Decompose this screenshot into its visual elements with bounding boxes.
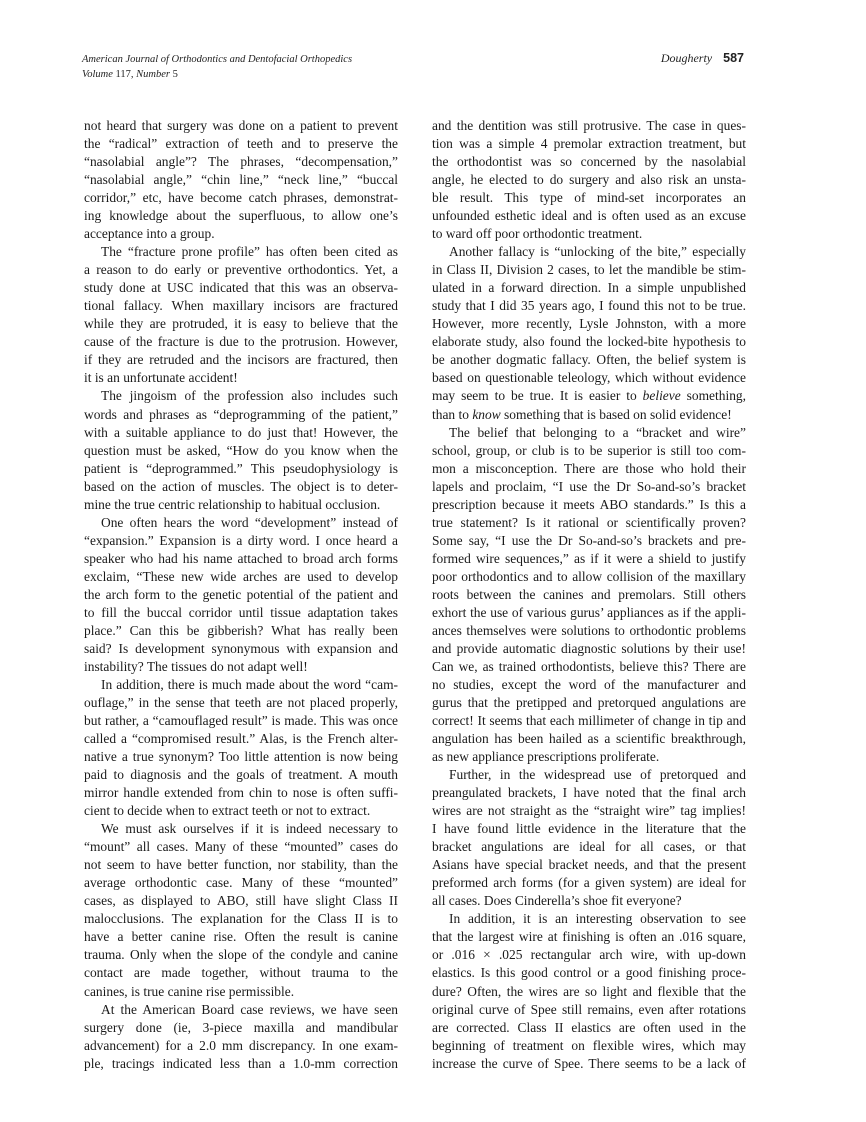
volume-separator: , [130,69,137,80]
text-line: exclaim, “These new wide arches are used to develop [84,568,398,584]
paragraph [84,1001,398,1073]
issue-number: 5 [172,69,178,80]
paragraph [84,676,398,820]
text-line: and the dentition was still protrusive. The case in ques- [432,118,746,133]
running-header-journal [82,52,352,82]
text-line: ing knowledge about the superfluous, to allow one’s [84,208,398,224]
right-column [432,117,746,1073]
text-line: mon a misconception. There are those who hold their [432,460,746,476]
text-line: surgery done (ie, 3-piece maxilla and mandibular [84,1019,398,1035]
text-line: mine the true centric relationship to habitual occlusion. [84,496,381,512]
text-line: malocclusions. The explanation for the Class II is to [84,911,398,927]
text-line: the orthodontist was so concerned by the nasolabial [432,154,746,170]
text-line: elastics. Is this good control or a good finishing proce- [432,965,746,981]
text-line: corridor,” etc, have become catch phrases, demonstrat- [84,190,398,206]
paragraph [84,117,398,243]
text-line: patient is “deprogrammed.” This pseudophysiology is [84,460,398,476]
text-line: than to know something that is based on solid evidence! [432,406,732,422]
text-line: or .016 × .025 rectangular arch wire, with up-down [432,947,746,963]
text-line: are corrected. Class II elastics are often used in the [432,1019,746,1035]
text-line: gurus that the pretipped and pretorqued angulations are [432,695,746,710]
text-line: cient to decide when to extract teeth or not to extract. [84,803,371,819]
text-line: prescription because it meets ABO standards.” Is this a [432,496,746,512]
text-line: tion was a simple 4 premolar extraction treatment, but [432,136,746,152]
number-label: Number [136,69,171,80]
text-line: trauma. Only when the slope of the condyle and canine [84,947,398,963]
volume-label: Volume [82,69,113,80]
text-line: to ward off poor orthodontic treatment. [432,226,643,242]
paragraph [432,117,746,243]
text-line: place.” Can this be gibberish? What has really been [84,622,398,638]
text-line: to fill the buccal corridor until tissue adaptation takes [84,604,398,620]
text-line: However, more recently, Lysle Johnston, with a more [432,316,746,332]
text-line: elaborate study, also found the locked-bite hypothesis to [432,334,746,350]
text-line: Another fallacy is “unlocking of the bite,” especially [449,244,746,260]
text-line: average orthodontic case. Many of these “mounted” [84,875,398,891]
text-line: it is an unfortunate accident! [84,370,238,386]
text-line: advancement) for a 2.0 mm discrepancy. In one exam- [84,1037,398,1053]
text-line: original curve of Spee still remains, even after rotations [432,1001,746,1017]
text-line: school, group, or club is to be superior is still too com- [432,442,746,458]
text-line: cause of the fracture is due to the protrusion. However, [84,334,398,350]
text-line: be another dogmatic fallacy. Often, the belief system is [432,352,746,368]
text-line: tional fallacy. When maxillary incisors are fractured [84,298,398,314]
author-name: Dougherty [660,51,713,65]
volume-number: 117 [115,69,131,80]
paragraph [432,243,746,423]
text-line: The jingoism of the profession also includes such [101,388,398,404]
text-line: Can we, as trained orthodontists, believe this? There are [432,658,746,674]
text-line: mirror handle extended from chin to nose is often suffi- [84,785,398,801]
text-line: bracket angulations are ideal for all cases, or that [432,839,746,855]
text-line: ulated in a forward direction. In a simple unpublished [432,280,746,296]
text-line: have a better canine rise. Often the result is canine [84,929,398,945]
text-line: ouflage,” in the sense that teeth are not placed properly, [84,695,398,710]
text-line: paid to diagnosis and the goals of treatment. A mouth [84,767,398,783]
text-line: Asians have special bracket needs, and that the present [432,857,746,873]
text-line: study done at USC indicated that this was an observa- [84,280,398,296]
text-line: correct! It seems that each millimeter of change in tip and [432,713,746,729]
text-line: formed wire sequences,” as if it were a shield to justify [432,550,746,566]
text-line: beginning of treatment on flexible wires, which may [432,1037,746,1053]
text-line: may seem to be true. It is easier to believe something, [432,388,747,404]
text-line: We must ask ourselves if it is indeed necessary to [101,821,398,837]
text-line: poor orthodontics and to allow collision of the maxillary [432,568,746,584]
emphasis: know [472,406,501,422]
text-line: angle, he elected to do surgery and also risk an unsta- [432,172,746,188]
text-line: that the largest wire at finishing is often an .016 square, [432,929,746,945]
text-line: study that I did 35 years ago, I found this not to be true. [432,298,746,314]
text-line: One often hears the word “development” instead of [101,514,398,530]
text-line: with a suitable appliance to do just that! However, the [84,424,398,440]
text-line: contact are made together, without trauma to the [84,965,398,981]
paragraph [84,243,398,387]
text-line: In addition, there is much made about the word “cam- [101,676,398,692]
text-line: Some say, “I use the Dr So-and-so’s brackets and pre- [432,532,746,548]
text-line: the “radical” extraction of teeth and to preserve the [84,136,398,152]
text-line: no studies, except the word of the manufacturer and [432,676,746,692]
text-line: speaker who had his name attached to broad arch forms [84,550,398,566]
text-line: preangulated brackets, I have noted that the final arch [432,785,746,801]
text-line: cases, as displayed to ABO, still have slight Class II [84,893,398,909]
text-line: instability? The tissues do not adapt well! [84,658,308,674]
text-line: canines, is true canine rise permissible. [84,983,295,999]
text-line: in Class II, Division 2 cases, to let the mandible be stim- [432,262,746,278]
paragraph [432,910,746,1072]
paragraph [84,387,398,513]
text-line: based on the action of muscles. The object is to deter- [84,478,398,494]
text-line: and provide automatic diagnostic solutions by their use! [432,640,746,656]
text-line: “nasolabial angle”? The phrases, “decompensation,” [84,154,398,170]
text-line: roots between the canines and premolars. Still others [432,586,746,602]
text-line: while they are protruded, it is easy to believe that the [84,316,398,332]
text-line: “mount” all cases. Many of these “mounted” cases do [84,839,398,855]
text-line: The belief that belonging to a “bracket and wire” [449,424,746,440]
paragraph [432,424,746,767]
text-line: angulation has been hailed as a scientific breakthrough, [432,731,746,747]
text-line: question must be asked, “How do you know when the [84,442,398,458]
running-header-author [661,51,744,66]
text-line: as new appliance prescriptions proliferate. [432,749,660,765]
text-line: said? Is development synonymous with expansion and [84,640,398,656]
paragraph [432,766,746,910]
text-line: I have found little evidence in the literature that the [432,821,746,837]
text-line: called a “compromised result.” Alas, is the French alter- [84,731,398,747]
text-line: a reason to do early or preventive orthodontics. Yet, a [84,262,398,278]
text-line: The “fracture prone profile” has often been cited as [101,244,398,260]
text-line: unfounded esthetic ideal and is often used as an excuse [432,208,746,224]
text-line: but rather, a “camouflaged result” is made. This was once [84,713,398,729]
paragraph [84,514,398,676]
text-line: In addition, it is an interesting observation to see [449,911,746,927]
text-line: based on questionable teleology, which without evidence [432,370,746,386]
text-line: “nasolabial angle,” “chin line,” “neck line,” “buccal [84,172,398,188]
text-line: exhort the use of various gurus’ appliances as if the appli- [432,604,746,620]
journal-title: American Journal of Orthodontics and Dentofacial Orthopedics [82,54,353,65]
text-line: dure? Often, the wires are so light and flexible that the [432,983,746,999]
emphasis: believe [642,388,681,404]
text-line: preformed arch forms (for a given system) are ideal for [432,875,746,891]
text-line: Further, in the widespread use of pretorqued and [449,767,746,783]
text-line: the arch form to the genetic potential of the patient and [84,586,398,602]
text-line: lapels and proclaim, “I use the Dr So-and-so’s bracket [432,478,746,494]
text-line: true statement? Is it rational or scientifically proven? [432,514,746,530]
text-line: wires are not straight as the “straight wire” tag implies! [432,803,746,819]
text-line: not heard that surgery was done on a patient to prevent [84,118,398,133]
text-line: not seem to have better function, nor stability, than the [84,857,398,873]
left-column [84,117,398,1073]
text-line: words and phrases as “deprogramming of the patient,” [84,406,398,422]
volume-info [82,67,352,82]
page-number: 587 [723,51,744,65]
text-line: acceptance into a group. [84,226,215,242]
text-line: ple, tracings indicated less than a 1.0-mm correction [84,1055,398,1071]
paragraph [84,820,398,1000]
text-line: all cases. Does Cinderella’s shoe fit everyone? [432,893,682,909]
text-line: if they are retruded and the incisors are fractured, then [84,352,398,368]
text-line: At the American Board case reviews, we have seen [101,1001,398,1017]
text-line: native a true synonym? Too little attention is now being [84,749,398,765]
text-line: “expansion.” Expansion is a dirty word. I once heard a [84,532,398,548]
text-line: ble result. This type of mind-set incorporates an [432,190,746,206]
text-line: increase the curve of Spee. There seems to be a lack of [432,1055,746,1071]
text-line: ances themselves were solutions to orthodontic problems [432,622,746,638]
